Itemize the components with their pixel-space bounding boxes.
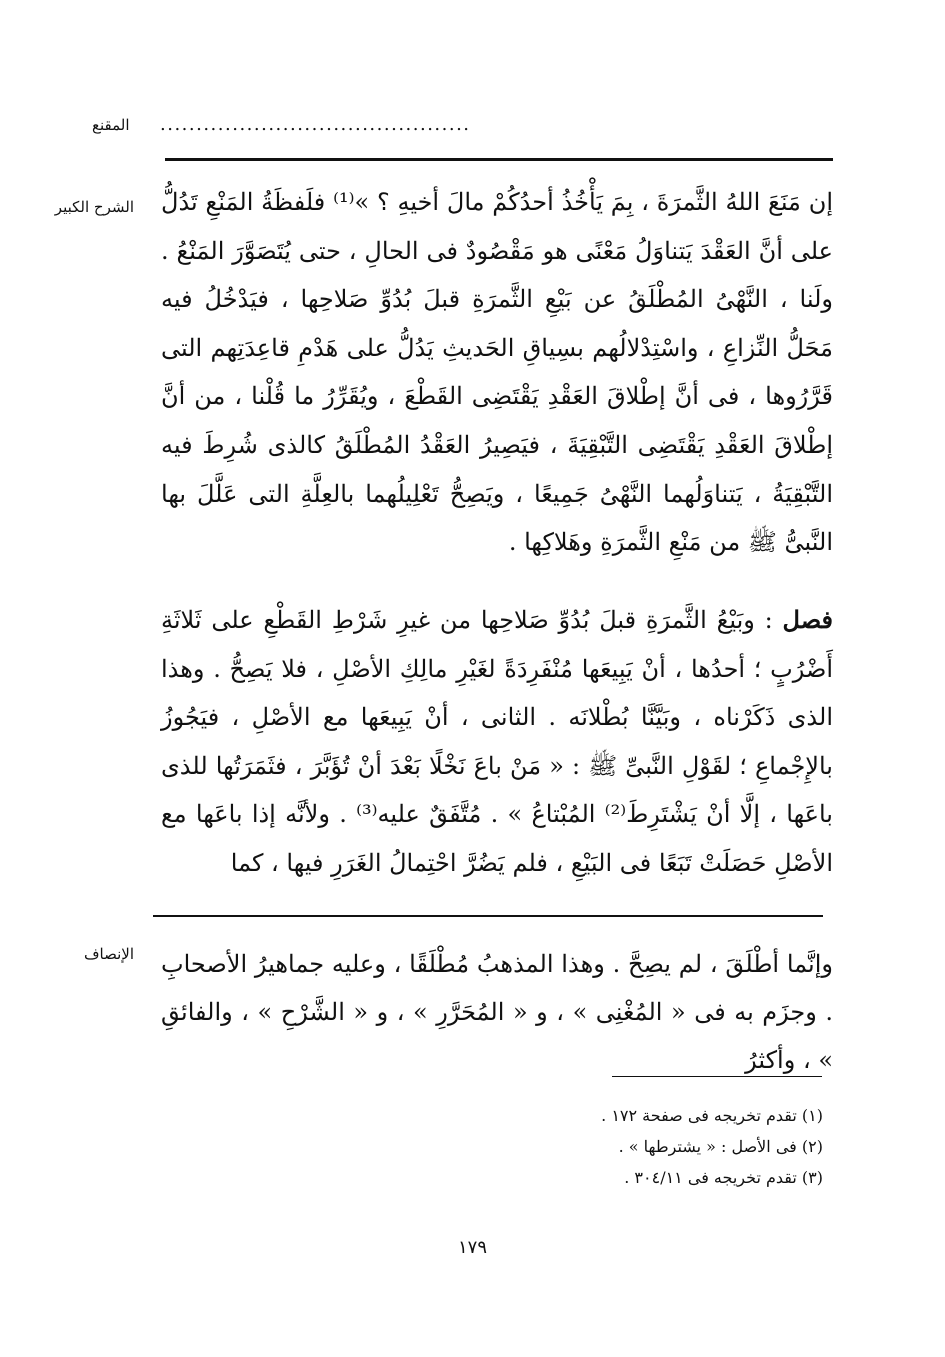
footnote-item: (٣) تقدم تخريجه فى ٣٠٤/١١ . (624, 1168, 823, 1187)
fasl-text: : وبَيْعُ الثَّمرَةِ قبلَ بُدُوِّ صَلاحِها من غيرِ شَرْطِ القَطْعِ على ثَلاثَةِ أَضْرُبٍ ؛ أحدُها ، أنْ يَبِيعَها مُنْفَرِدَةً لغَيْرِ مالِكِ الأصْلِ ، فلا يَصِحُّ . وهذا الذى ذَكَرْناه ، وبَيَّنَّا بُطْلانَه . الثانى ، أنْ يَبِيعَها مع الأصْلِ ، فيَجُوزُ بالإِجْماعِ ؛ لقَوْلِ النَّبىِّ ﷺ : « مَنْ باعَ نَخْلًا بَعْدَ أنْ تُؤَبَّرَ ، فثَمَرَتُها للذى باعَها ، إلَّا أنْ يَشْتَرِطَ⁽²⁾ المُبْتاعُ » . مُتَّفَقٌ عليه⁽³⁾ . ولأنَّه إذا باعَها مع الأصْلِ حَصَلَتْ تَبَعًا فى البَيْعِ ، فلم يَضُرَّ احْتِمالُ الغَرَرِ فيها ، كما (161, 606, 833, 877)
insaf-text: وإنَّما أطْلَقَ ، لم يصِحَّ . وهذا المذهبُ مُطْلَقًا ، وعليه جماهيرُ الأصحابِ . وجزَم به فى « المُغْنِى » ، و « المُحَرَّرِ » ، و « الشَّرْحِ » ، والفائقِ » ، وأكثرُ (161, 950, 833, 1074)
footnote-item: (٢) فى الأصل : « يشترطها » . (618, 1137, 823, 1156)
header-dot-leader: ........................................... (160, 114, 471, 135)
footnotes (423, 1100, 823, 1193)
margin-label-insaf: الإنصاف (83, 945, 134, 963)
fasl-section (161, 596, 833, 888)
page-number: ١٧٩ (457, 1237, 487, 1258)
footnote-rule (612, 1076, 822, 1077)
margin-label-sharh: الشرح الكبير (54, 198, 134, 216)
book-title: المقنع (92, 116, 130, 134)
fasl-heading: فصل (782, 605, 833, 634)
header-rule (165, 158, 833, 161)
sharh-commentary-text: إن مَنَعَ اللهُ الثَّمرَةَ ، بِمَ يَأْخُذُ أحدُكُمْ مالَ أخيهِ ؟ »⁽¹⁾ فلَفظَةُ المَنْعِ تَدُلُّ على أنَّ العَقْدَ يَتناوَلُ مَعْنًى هو مَقْصُودٌ فى الحالِ ، حتى يُتَصَوَّرَ المَنْعُ . ولَنا ، النَّهْىُ المُطْلَقُ عن بَيْعِ الثَّمرَةِ قبلَ بُدُوِّ صَلاحِها ، فيَدْخُلُ فيه مَحَلُّ النِّزاعِ ، واسْتِدْلالُهم بسِياقِ الحَديثِ يَدُلُّ على هَدْمِ قاعِدَتِهم التى قَرَّرُوها ، فى أنَّ إطْلاقَ العَقْدِ يَقْتَضِى القَطْعَ ، ويُقَرِّرُ ما قُلْنا ، من أنَّ إطْلاقَ العَقْدِ يَقْتَضِى التَّبْقِيَةَ ، فيَصِيرُ العَقْدُ المُطْلَقُ كالذى شُرِطَ فيه التَّبْقِيَةُ ، يَتناوَلُهما النَّهْىُ جَمِيعًا ، ويَصِحُّ تَعْلِيلُهما بالعِلَّةِ التى عَلَّلَ بها النَّبىُّ ﷺ من مَنْعِ الثَّمرَةِ وهَلاكِها . (161, 188, 833, 557)
section-divider (153, 915, 823, 917)
footnote-item: (١) تقدم تخريجه فى صفحة ١٧٢ . (601, 1106, 823, 1125)
